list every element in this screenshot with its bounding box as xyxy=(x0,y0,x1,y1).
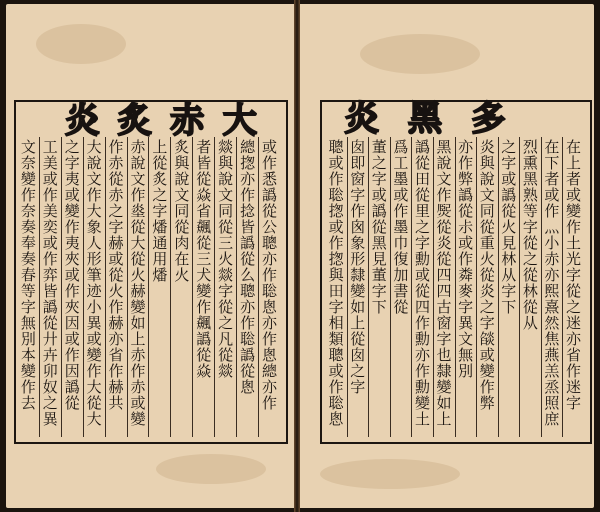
text-column: 聰或作聡揔或作揔與田字相類聰或作聡悤 xyxy=(326,139,345,427)
text-column: 總揔亦作捻皆譌從么聰亦作聡譌從悤 xyxy=(236,137,258,437)
right-text-columns xyxy=(326,137,584,437)
text-column: 董之字或譌從黑見董字下 xyxy=(368,137,390,437)
heading-char: 黑 xyxy=(407,99,442,139)
text-column: 燚與說文同從三火燚字從之凡從燚 xyxy=(214,137,236,437)
text-column: 炙與說文同從肉在火 xyxy=(170,137,192,437)
heading-char: 大 xyxy=(222,101,257,141)
text-column: 炎與說文同從重火從炎之字燄或變作弊 xyxy=(476,137,498,437)
heading-char: 赤 xyxy=(170,101,205,141)
text-column: 黑說文作㷩從炎從四四古窗字也隸變如上 xyxy=(433,137,455,437)
text-column: 之字或譌從火見林从字下 xyxy=(498,137,520,437)
text-column: 赤說文作烾從大從火赫變如上赤作赤或變 xyxy=(127,137,149,437)
text-column: 烈熏黑熟等字從之從林從从 xyxy=(519,137,541,437)
text-column: 爲工墨或作墨巾復加書從 xyxy=(390,137,412,437)
paper-stain xyxy=(360,34,480,74)
paper-stain xyxy=(156,454,266,484)
text-column: 在上者或變作土光字從之迷亦省作迷字 xyxy=(562,137,584,437)
heading-char: 炎 xyxy=(65,101,100,141)
text-column: 者皆從焱省飆從三犬變作飆譌從焱 xyxy=(192,137,214,437)
text-column: 在下者或作灬小赤亦熙熹然焦燕羔烝照庶 xyxy=(541,137,563,437)
paper-stain xyxy=(320,459,460,489)
text-column: 作赤從赤之字赫或從火作赫亦省作赫共 xyxy=(105,137,127,437)
right-heading-characters xyxy=(330,99,520,139)
text-column: 譌從田從里之字勳或從四作勳亦作勳變土 xyxy=(411,137,433,437)
text-column: 囱即窗字作囪象形隸變如上從囱之字 xyxy=(347,137,369,437)
text-column: 大說文作大象人形筆迹小異或變作大從大 xyxy=(83,137,105,437)
text-column: 亦作弊譌從尗或作粦麥字異文無別 xyxy=(455,137,477,437)
text-column: 上從炙之字燔通用燔 xyxy=(148,137,170,437)
left-text-columns xyxy=(18,137,280,437)
heading-char: 多 xyxy=(471,99,506,139)
text-column: 文奈變作奈奏奉奏春等字無別本變作去 xyxy=(18,139,37,411)
left-heading-characters xyxy=(56,101,266,141)
paper-stain xyxy=(36,24,126,64)
text-column: 或作悉譌從公聰亦作聡悤亦作悤總亦作 xyxy=(258,137,280,437)
heading-char: 炎 xyxy=(344,99,379,139)
heading-char: 炙 xyxy=(117,101,152,141)
text-column: 之字夷或變作夷夾或作夾因或作因譌從 xyxy=(61,137,83,437)
text-column: 工美或作美奕或作弈皆譌從廾卉卯奴之異 xyxy=(39,137,61,437)
